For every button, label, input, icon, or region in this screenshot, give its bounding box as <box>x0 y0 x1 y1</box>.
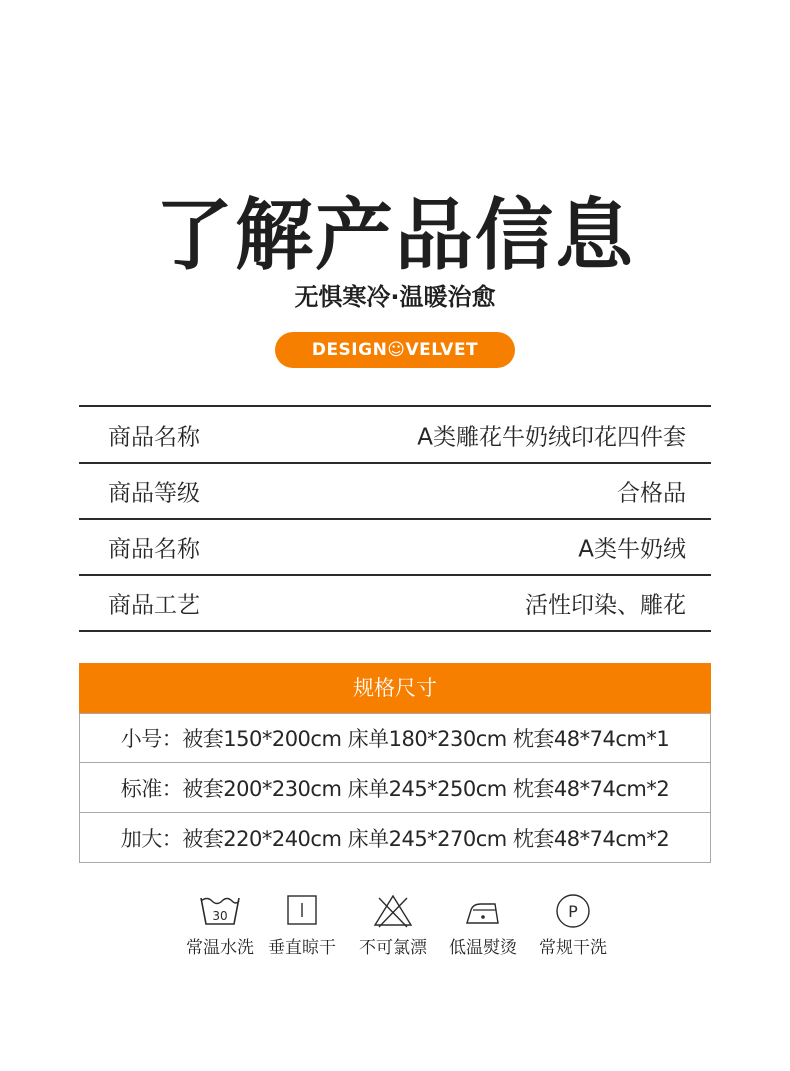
care-label: 垂直晾干 <box>268 938 336 958</box>
info-row-craft <box>79 576 711 632</box>
care-item-hang-dry <box>257 892 347 958</box>
info-label: 商品工艺 <box>108 592 200 619</box>
dry-clean-p-icon <box>551 892 595 930</box>
care-instructions <box>175 892 620 962</box>
care-label: 不可氯漂 <box>359 938 427 958</box>
low-iron-icon <box>461 892 505 930</box>
spec-row-small: 小号：被套150*200cm 床单180*230cm 枕套48*74cm*1 <box>79 713 711 763</box>
info-value: A类雕花牛奶绒印花四件套 <box>417 424 686 450</box>
info-row-product-name <box>79 405 711 464</box>
info-value: A类牛奶绒 <box>578 536 686 563</box>
page-subtitle: 无惧寒冷·温暖治愈 <box>294 283 496 311</box>
info-label: 商品等级 <box>108 480 200 507</box>
care-label: 低温熨烫 <box>449 938 517 958</box>
size-spec-table <box>79 663 711 863</box>
care-label: 常温水洗 <box>186 938 254 958</box>
wash-30-icon <box>198 892 242 930</box>
care-item-wash <box>175 892 265 958</box>
info-label: 商品名称 <box>108 536 200 563</box>
spec-header: 规格尺寸 <box>79 663 711 713</box>
care-label: 常规干洗 <box>539 938 607 958</box>
info-value: 活性印染、雕花 <box>525 592 686 619</box>
wash-temp-label: 30 <box>212 909 228 923</box>
no-bleach-icon <box>371 892 415 930</box>
page-title: 了解产品信息 <box>154 191 635 281</box>
info-row-grade <box>79 464 711 520</box>
spec-row-large: 加大：被套220*240cm 床单245*270cm 枕套48*74cm*2 <box>79 813 711 863</box>
care-item-iron <box>438 892 528 958</box>
product-info-table <box>79 405 711 632</box>
info-value: 合格品 <box>617 480 686 507</box>
care-item-no-bleach <box>348 892 438 958</box>
info-label: 商品名称 <box>108 424 200 450</box>
spec-row-standard: 标准：被套200*230cm 床单245*250cm 枕套48*74cm*2 <box>79 763 711 813</box>
brand-badge: DESIGN☺VELVET <box>275 332 515 368</box>
info-row-material <box>79 520 711 576</box>
care-item-dry-clean <box>528 892 618 958</box>
dry-clean-letter: P <box>568 902 578 921</box>
hang-dry-icon <box>280 892 324 930</box>
